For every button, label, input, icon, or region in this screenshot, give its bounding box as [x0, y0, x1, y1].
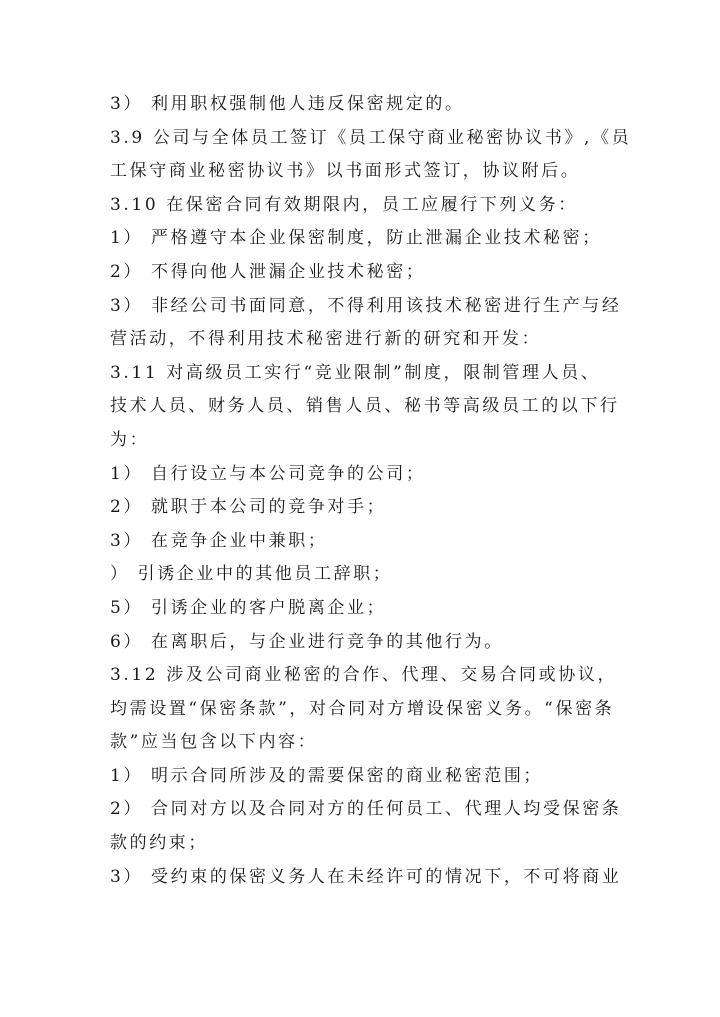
- text-line: 营活动，不得利用技术秘密进行新的研究和开发：: [110, 329, 542, 350]
- text-line: 1） 明示合同所涉及的需要保密的商业秘密范围；: [110, 765, 544, 786]
- text-line: 1） 自行设立与本公司竞争的公司；: [110, 463, 426, 484]
- text-line: 6） 在离职后，与企业进行竞争的其他行为。: [110, 631, 504, 652]
- text-line: 3.10 在保密合同有效期限内，员工应履行下列义务：: [110, 194, 578, 215]
- text-line: 3.9 公司与全体员工签订《员工保守商业秘密协议书》,《员: [110, 127, 632, 148]
- text-line: 款的约束；: [110, 833, 208, 854]
- text-line: 1） 严格遵守本企业保密制度，防止泄漏企业技术秘密；: [110, 228, 602, 249]
- text-line: 3） 受约束的保密义务人在未经许可的情况下，不可将商业: [110, 866, 622, 887]
- text-line: 3） 利用职权强制他人违反保密规定的。: [110, 94, 465, 114]
- text-line: 2） 合同对方以及合同对方的任何员工、代理人均受保密条: [110, 799, 622, 820]
- text-line: 2） 不得向他人泄漏企业技术秘密；: [110, 261, 426, 282]
- text-line: 均需设置“保密条款”，对合同对方增设保密义务。“保密条: [110, 698, 615, 719]
- text-line: 技术人员、财务人员、销售人员、秘书等高级员工的以下行: [110, 396, 620, 417]
- text-line: 款”应当包含以下内容：: [110, 732, 318, 753]
- text-line: 3.12 涉及公司商业秘密的合作、代理、交易合同或协议，: [110, 665, 618, 686]
- text-line: 为：: [110, 429, 150, 450]
- text-line: 3） 在竞争企业中兼职；: [110, 530, 328, 551]
- document-page: [110, 88, 632, 894]
- text-line: 3） 非经公司书面同意，不得利用该技术秘密进行生产与经: [110, 295, 622, 316]
- text-line: ） 引诱企业中的其他员工辞职；: [110, 564, 393, 585]
- text-line: 工保守商业秘密协议书》以书面形式签订，协议附后。: [110, 161, 581, 182]
- text-line: 3.11 对高级员工实行“竞业限制”制度，限制管理人员、: [110, 362, 601, 383]
- text-line: 5） 引诱企业的客户脱离企业；: [110, 597, 387, 618]
- text-line: 2） 就职于本公司的竞争对手；: [110, 497, 387, 518]
